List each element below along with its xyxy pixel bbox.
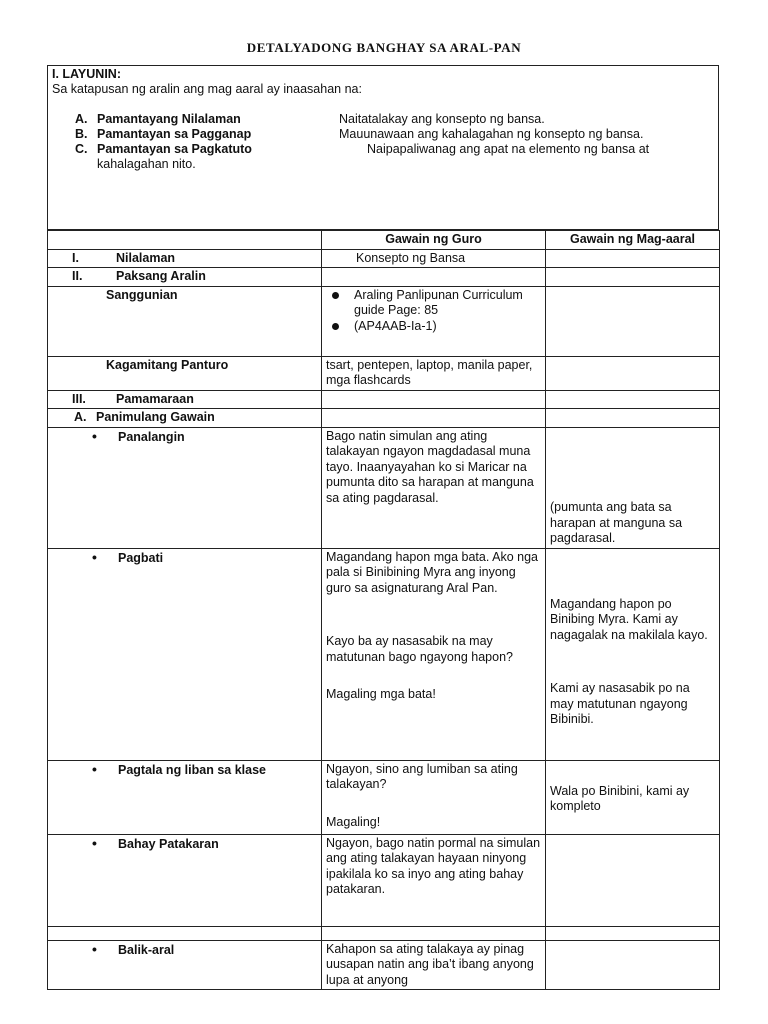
- magaaral-cell: [546, 548, 720, 760]
- section-letter: A.: [74, 410, 87, 424]
- roman-numeral: I.: [72, 250, 79, 265]
- spacer-cell: [322, 926, 546, 940]
- table-row-kagamitan: [48, 356, 720, 390]
- guro-cell: [322, 390, 546, 409]
- guro-cell: [322, 760, 546, 834]
- table-row-sanggunian: [48, 286, 720, 356]
- label-text: Pamamaraan: [116, 391, 194, 406]
- row-label: Kagamitang Panturo: [48, 356, 322, 390]
- magaaral-cell: [546, 834, 720, 926]
- guro-cell: [322, 286, 546, 356]
- label-text: Bahay Patakaran: [118, 836, 219, 851]
- label-text: Nilalaman: [116, 250, 176, 265]
- table-row-spacer: [48, 926, 720, 940]
- row-label: [48, 249, 322, 268]
- magaaral-cell: [546, 409, 720, 428]
- label-text: Pagbati: [118, 550, 164, 565]
- magaaral-cell: [546, 390, 720, 409]
- objective-letter: B.: [75, 127, 88, 141]
- objective-label: Pamantayan sa Pagkatuto: [97, 142, 252, 156]
- label-text: Panimulang Gawain: [96, 410, 215, 424]
- objective-continuation: kahalagahan nito.: [97, 157, 196, 171]
- objective-label: Pamantayan sa Pagganap: [97, 127, 252, 141]
- objective-letter: A.: [75, 112, 88, 126]
- pagbati-magaaral-greeting: Magandang hapon po Binibing Myra. Kami ay nagagalak na makilala kayo.: [550, 596, 708, 642]
- label-text: Balik-aral: [118, 942, 175, 957]
- table-row-pamamaraan: [48, 390, 720, 409]
- guro-cell: [322, 268, 546, 287]
- guro-cell: Bago natin simulan ang ating talakayan ngayon magdadasal muna tayo. Inaanyayahan ko si Maricar na pumunta dito sa harapan at manguna sa ating pagdarasal.: [322, 427, 546, 548]
- table-row-nilalaman: [48, 249, 720, 268]
- label-text: Paksang Aralin: [116, 269, 206, 283]
- row-label: [48, 409, 322, 428]
- spacer-cell: [546, 926, 720, 940]
- lesson-plan-table: [47, 230, 720, 990]
- magaaral-cell: [546, 249, 720, 268]
- table-row-pagtala: [48, 760, 720, 834]
- pagbati-guro-text: Magandang hapon mga bata. Ako nga pala si Binibining Myra ang inyong guro sa asignaturang Aral Pan.: [326, 549, 538, 595]
- magaaral-cell: [546, 268, 720, 287]
- objective-text: Mauunawaan ang kahalagahan ng konsepto ng bansa.: [339, 127, 644, 141]
- header-cell-empty: [48, 231, 322, 250]
- table-row-balik-aral: [48, 940, 720, 990]
- sanggunian-list: [326, 288, 541, 335]
- row-label: [48, 940, 322, 990]
- table-row-paksang-aralin: [48, 268, 720, 287]
- guro-cell: tsart, pentepen, laptop, manila paper, mga flashcards: [322, 356, 546, 390]
- table-row-bahay-patakaran: [48, 834, 720, 926]
- pagbati-guro-praise: Magaling mga bata!: [326, 687, 436, 701]
- document-title: DETALYADONG BANGHAY SA ARAL-PAN: [246, 40, 522, 55]
- row-label: [48, 268, 322, 287]
- objective-text: Naitatalakay ang konsepto ng bansa.: [339, 112, 545, 126]
- guro-cell: Konsepto ng Bansa: [322, 249, 546, 268]
- header-gawain-guro: Gawain ng Guro: [322, 231, 546, 250]
- objective-letter: C.: [75, 142, 88, 156]
- row-label: [48, 548, 322, 760]
- table-row-panimulang-gawain: [48, 409, 720, 428]
- roman-numeral: II.: [72, 269, 83, 283]
- layunin-heading: I. LAYUNIN:: [52, 67, 121, 81]
- pagtala-guro-praise: Magaling!: [326, 814, 381, 829]
- bullet-icon: •: [92, 940, 97, 957]
- row-label: [48, 427, 322, 548]
- label-text: Pagtala ng liban sa klase: [118, 762, 266, 777]
- list-item: Araling Panlipunan Curriculum guide Page: 85: [326, 288, 541, 319]
- spacer-cell: [48, 926, 322, 940]
- pagtala-magaaral-answer: Wala po Binibini, kami ay kompleto: [550, 783, 690, 813]
- bullet-icon: •: [92, 548, 97, 565]
- table-row-panalangin: [48, 427, 720, 548]
- header-gawain-magaaral: Gawain ng Mag-aaral: [546, 231, 720, 250]
- magaaral-cell: [546, 286, 720, 356]
- guro-cell: Kahapon sa ating talakaya ay pinag uusapan natin ang iba’t ibang anyong lupa at anyong: [322, 940, 546, 990]
- row-label: Sanggunian: [48, 286, 322, 356]
- label-text: Panalangin: [118, 429, 185, 444]
- magaaral-cell: [546, 940, 720, 990]
- bullet-icon: •: [92, 760, 97, 777]
- magaaral-cell: [546, 356, 720, 390]
- header-row: [48, 231, 720, 250]
- magaaral-cell: (pumunta ang bata sa harapan at manguna sa pagdarasal.: [546, 427, 720, 548]
- table-row-pagbati: [48, 548, 720, 760]
- row-label: [48, 390, 322, 409]
- objective-label: Pamantayang Nilalaman: [97, 112, 241, 126]
- magaaral-cell: [546, 760, 720, 834]
- guro-cell: [322, 409, 546, 428]
- row-label: [48, 760, 322, 834]
- list-item: (AP4AAB-Ia-1): [326, 319, 541, 335]
- pagbati-guro-question: Kayo ba ay nasasabik na may matutunan bago ngayong hapon?: [326, 634, 513, 664]
- row-label: [48, 834, 322, 926]
- layunin-section: [47, 65, 719, 230]
- bullet-icon: •: [92, 834, 97, 851]
- layunin-intro: Sa katapusan ng aralin ang mag aaral ay inaasahan na:: [52, 82, 362, 96]
- bullet-icon: •: [92, 427, 97, 444]
- pagbati-magaaral-answer: Kami ay nasasabik po na may matutunan ngayong Bibinibi.: [550, 681, 690, 726]
- pagtala-guro-question: Ngayon, sino ang lumiban sa ating talakayan?: [326, 761, 518, 791]
- guro-cell: Ngayon, bago natin pormal na simulan ang ating talakayan hayaan ninyong ipakilala ko sa inyo ang ating bahay patakaran.: [322, 834, 546, 926]
- roman-numeral: III.: [72, 391, 86, 406]
- objective-text: Naipapaliwanag ang apat na elemento ng bansa at: [367, 142, 650, 156]
- guro-cell: [322, 548, 546, 760]
